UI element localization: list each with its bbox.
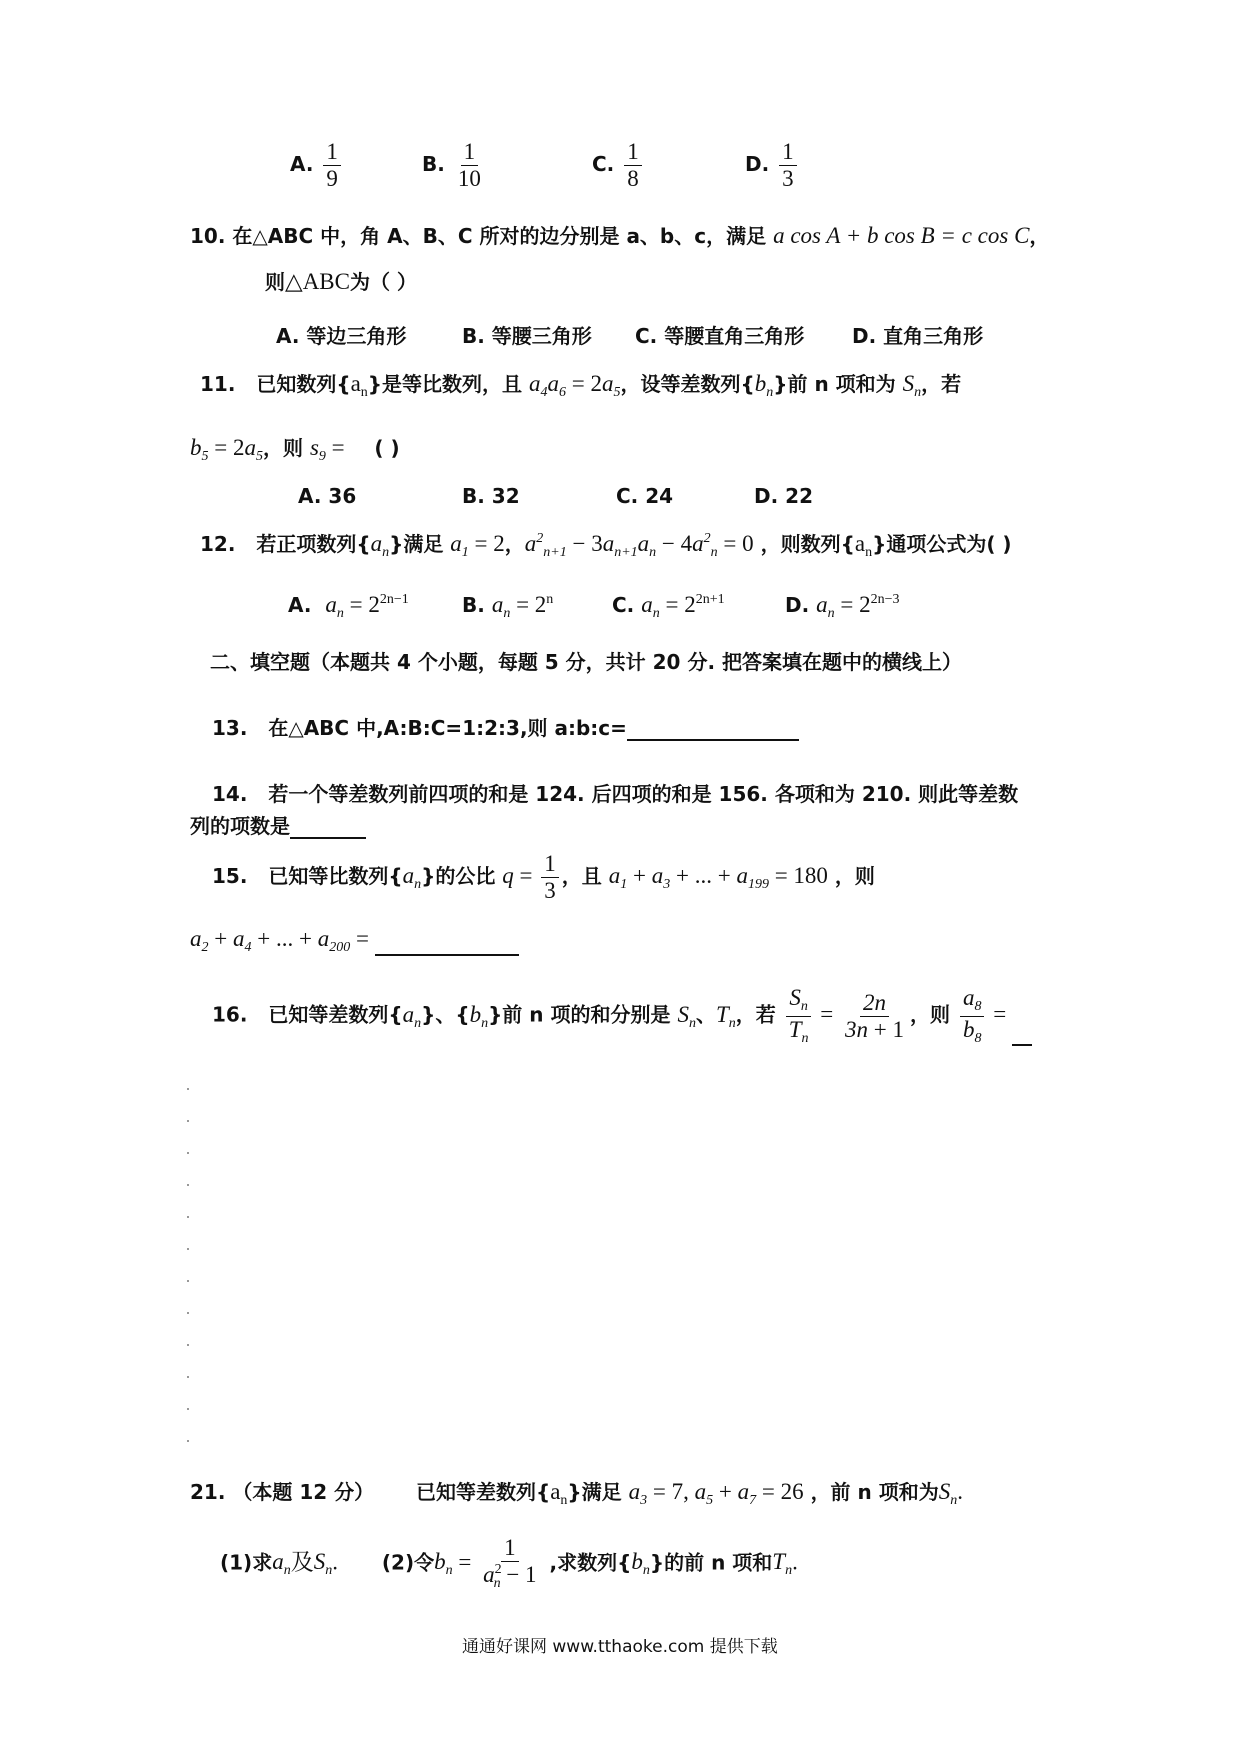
q10-line2: 则△ABC为（ ）: [265, 269, 417, 294]
q14-line1: 14. 若一个等差数列前四项的和是 124. 后四项的和是 156. 各项和为 210. 则此等差数: [212, 782, 1019, 806]
q21-number: 21.: [190, 1480, 226, 1504]
scan-dot: [187, 1312, 189, 1314]
q10-option-a: A. 等边三角形: [276, 324, 407, 348]
scan-dot: [187, 1408, 189, 1410]
q21-line1: 21. （本题 12 分） 已知等差数列$\{a_n\}$满足 $a_3 = 7$, $a_5 + a_7 = 26$ ，前 n 项和为$S_n$.: [190, 1479, 963, 1508]
q10-option-b: B. 等腰三角形: [462, 324, 592, 348]
footer-text: 通通好课网 www.tthaoke.com 提供下载: [462, 1637, 778, 1657]
scan-dot: [187, 1344, 189, 1346]
q11-option-d: D. 22: [754, 484, 813, 508]
scan-dot: [187, 1152, 189, 1154]
q10-formula: a cos A + b cos B = c cos C: [773, 223, 1030, 248]
q10-line1: 10. 在△ABC 中，角 A、B、C 所对的边分别是 a、b、c，满足 a cos A + b cos B = c cos C，: [190, 223, 1050, 248]
q9-option-a-fraction: $\frac{1}{9}$: [323, 140, 341, 191]
scan-dot: [187, 1088, 189, 1090]
q12-option-c: C. $a_n = 2^{2n+1}$: [612, 592, 725, 621]
q10-option-c: C. 等腰直角三角形: [635, 324, 805, 348]
q9-option-c-fraction: $\frac{1}{8}$: [624, 140, 642, 191]
q12-number: 12.: [200, 532, 236, 556]
q9-option-d: D. $\frac{1}{3}$: [745, 140, 800, 191]
q11-option-b: B. 32: [462, 484, 520, 508]
q9-option-b: B. $\frac{1}{10}$: [422, 140, 487, 191]
q9-option-d-fraction: $\frac{1}{3}$: [779, 140, 797, 191]
q16-answer-blank: [1012, 1022, 1032, 1046]
q10-triangle: △ABC: [285, 269, 350, 294]
q11-line2: $b_5 = 2a_5$，则 $s_9$ = ( ): [190, 435, 400, 464]
q10-option-d: D. 直角三角形: [852, 324, 984, 348]
q14-number: 14.: [212, 782, 248, 806]
q11-line1: 11. 已知数列$\{a_n\}$是等比数列，且 $a_4a_6 = 2a_5$，设等差数列$\{b_n\}$前 n 项和为 $S_n$，若: [200, 371, 962, 400]
q15-answer-blank: [375, 932, 519, 956]
q16-number: 16.: [212, 1002, 248, 1027]
scan-dot: [187, 1184, 189, 1186]
q10-number: 10.: [190, 224, 226, 248]
scan-dot: [187, 1216, 189, 1218]
q15-line1: 15. 已知等比数列$\{a_n\}$的公比 q = $\frac{1}{3}$ ，且 $a_1 + a_3$ + ... + $a_{199} = 180$ ，则: [212, 851, 875, 904]
q15-number: 15.: [212, 864, 248, 889]
q10-text: 在△ABC 中，角 A、B、C 所对的边分别是 a、b、c，满足: [232, 224, 767, 248]
q14-answer-blank: [290, 815, 366, 839]
q11-number: 11.: [200, 372, 236, 396]
q12-option-b: B. $a_n = 2^n$: [462, 592, 554, 621]
q11-option-a: A. 36: [298, 484, 357, 508]
q14-line2: 列的项数是: [190, 810, 366, 839]
scan-dot: [187, 1248, 189, 1250]
q9-options: [290, 140, 344, 191]
q12-option-a: A. $a_n = 2^{2n-1}$: [288, 592, 409, 621]
q13-number: 13.: [212, 716, 248, 740]
scan-dot: [187, 1120, 189, 1122]
scan-dot: [187, 1440, 189, 1442]
q9-option-c: C. $\frac{1}{8}$: [592, 140, 645, 191]
q21-line2: (1)求$a_n$及$S_n$. (2)令$b_n$ = $\frac{1}{a^2_n - 1}$ ,求数列$\{b_n\}$的前 n 项和$T_n$.: [220, 1535, 798, 1592]
q12-option-d: D. $a_n = 2^{2n-3}$: [785, 592, 900, 621]
q21-points: （本题 12 分）: [232, 1480, 375, 1504]
q21-part1: (1)求: [220, 1550, 273, 1575]
q9-option-a-label: A.: [290, 152, 314, 177]
section2-heading: 二、填空题（本题共 4 个小题，每题 5 分，共计 20 分. 把答案填在题中的横线上）: [210, 650, 963, 674]
q9-option-b-fraction: $\frac{1}{10}$: [457, 139, 481, 192]
q15-line2: $a_2 + a_4$ + ... + $a_{200}$ =: [190, 926, 519, 956]
q13: 13. 在△ABC 中,A:B:C=1:2:3,则 a:b:c=: [212, 712, 799, 741]
q12-line1: 12. 若正项数列$\{a_n\}$满足 $a_1 = 2$，$a^2_{n+1} - 3a_{n+1}a_n - 4a^2_n = 0$ ，则数列$\{a_n\}$通项公式为( ): [200, 531, 1012, 560]
q21-part2: (2)令: [381, 1550, 435, 1575]
scan-dot: [187, 1280, 189, 1282]
q11-option-c: C. 24: [616, 484, 674, 508]
scan-dot: [187, 1376, 189, 1378]
q13-answer-blank: [627, 717, 799, 741]
q16-line: 16. 已知等差数列$\{a_n\}$、$\{b_n\}$前 n 项的和分别是 $S_n$、$T_n$，若 $\frac{S_n}{T_n}$ = $\frac{2n}{3n + 1}$ ，则 $\frac{a_8}{b_8}$ =: [212, 986, 1032, 1046]
